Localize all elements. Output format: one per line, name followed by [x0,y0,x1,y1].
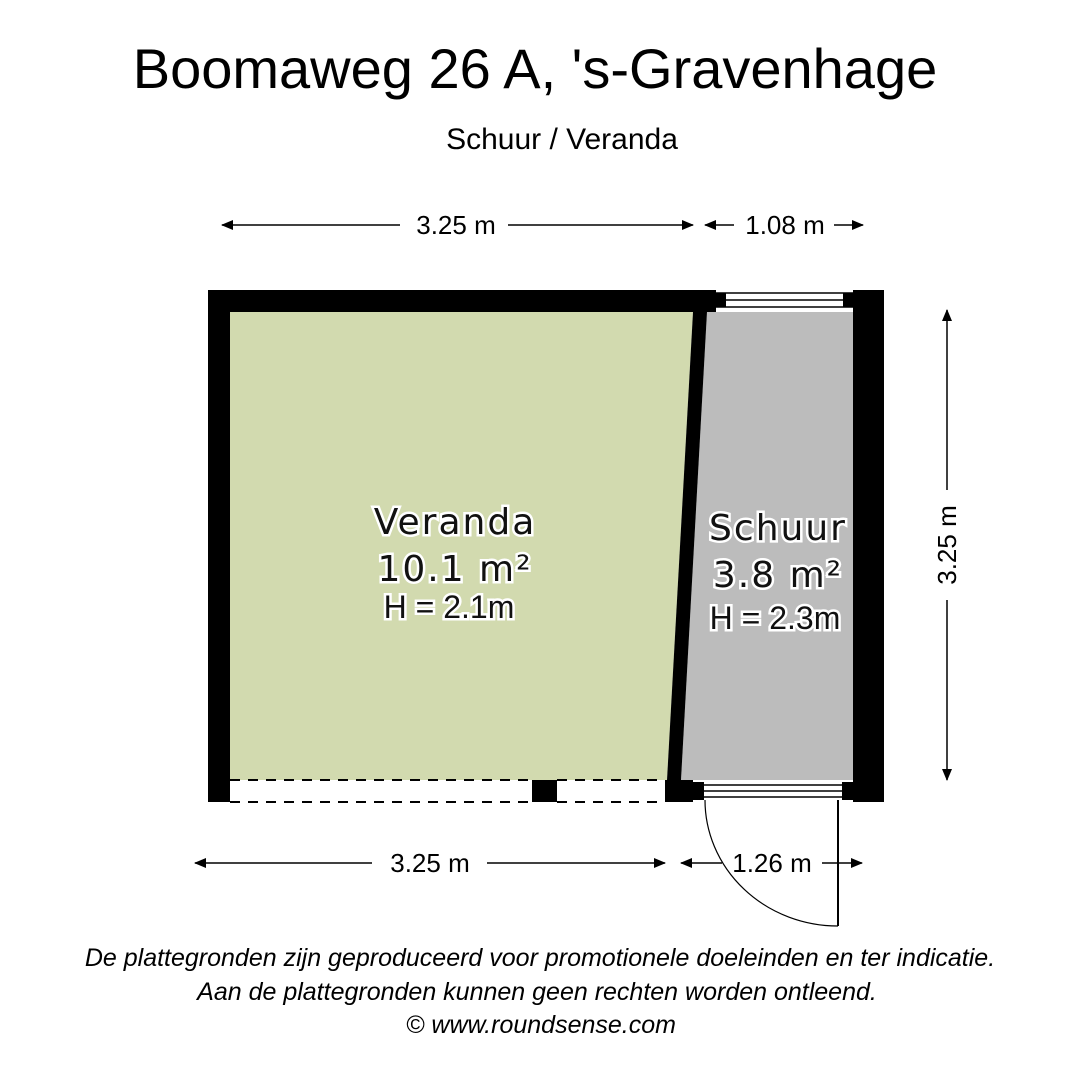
left-wall [208,290,230,802]
bottom-post [532,780,557,802]
page-subtitle: Schuur / Veranda [446,123,678,156]
page-title: Boomaweg 26 A, 's-Gravenhage [132,37,938,100]
dimension-top-left [222,210,693,240]
disclaimer-line: De plattegronden zijn geproduceerd voor promotionele doeleinden en ter indicatie. [84,944,996,972]
disclaimer-line: Aan de plattegronden kunnen geen rechten worden ontleend. [197,978,877,1006]
veranda-floor [230,312,693,780]
copyright-line: © www.roundsense.com [406,1011,676,1039]
top-window [716,293,853,307]
dimension-bottom-left [195,848,665,878]
dimension-bottom-right [681,848,862,878]
veranda-label [374,502,537,625]
dimension-label: 1.26 m [732,848,812,878]
room-area: 10.1 m² [377,549,533,590]
room-height: H = 2.1m [383,589,515,625]
dimension-label: 3.25 m [416,210,496,240]
dimension-label: 3.25 m [390,848,470,878]
dimension-label: 3.25 m [932,505,962,585]
dimension-top-right [705,210,863,240]
top-wall-left [208,290,716,312]
room-height: H = 2.3m [709,600,841,636]
room-area: 3.8 m² [712,555,844,596]
dimension-label: 1.08 m [745,210,825,240]
schuur-label [709,508,847,636]
room-name: Schuur [709,508,847,549]
veranda-open-side [230,780,665,802]
bottom-wall-middle [665,780,693,802]
right-wall [853,290,884,802]
dimension-right [932,310,962,780]
room-name: Veranda [373,502,537,543]
